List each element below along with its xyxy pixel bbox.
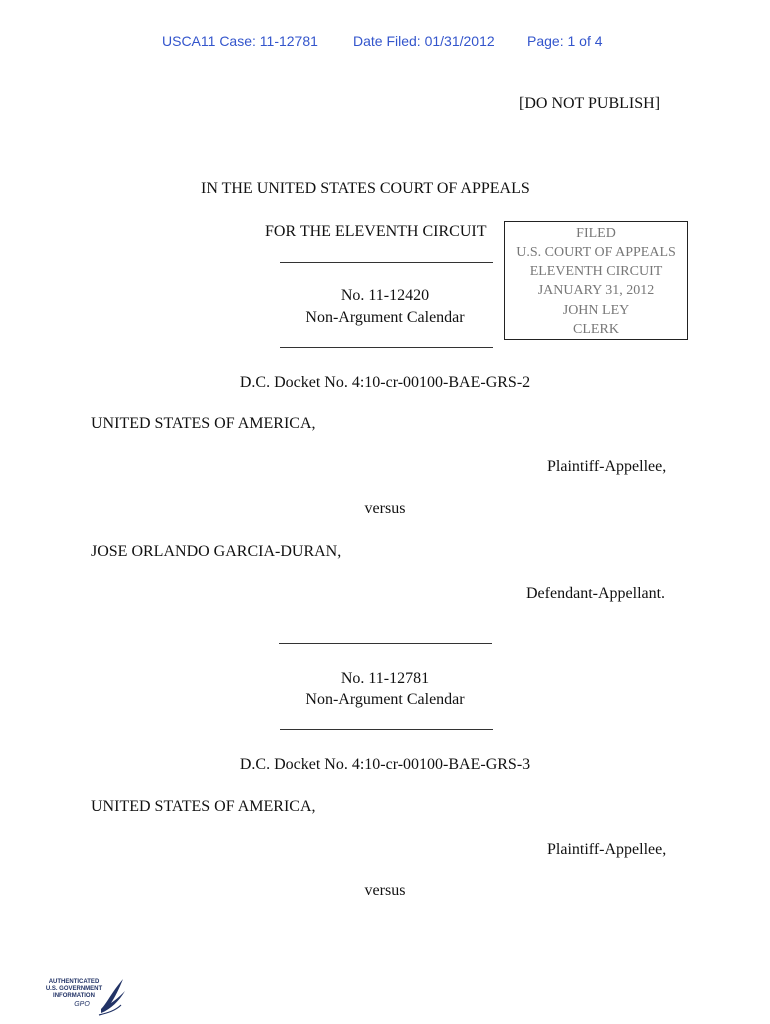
case2-versus: versus <box>364 882 406 899</box>
publish-note: [DO NOT PUBLISH] <box>519 95 661 112</box>
case1-plaintiff-role: Plaintiff-Appellee, <box>547 458 667 475</box>
seal-line-4: GPO <box>74 1001 90 1008</box>
case2-plaintiff-role: Plaintiff-Appellee, <box>547 841 667 858</box>
page-count-header: Page: 1 of 4 <box>527 33 603 49</box>
stamp-date: JANUARY 31, 2012 <box>537 283 655 298</box>
seal-line-3: INFORMATION <box>53 993 95 999</box>
divider <box>280 729 493 730</box>
divider <box>279 643 492 644</box>
case2-docket: D.C. Docket No. 4:10-cr-00100-BAE-GRS-3 <box>239 756 531 773</box>
case2-number: No. 11-12781 <box>340 670 430 687</box>
case-number-header: USCA11 Case: 11-12781 <box>162 33 318 49</box>
case2-calendar: Non-Argument Calendar <box>305 691 465 708</box>
circuit-title: FOR THE ELEVENTH CIRCUIT <box>265 223 487 240</box>
date-filed-header: Date Filed: 01/31/2012 <box>353 33 495 49</box>
stamp-court: U.S. COURT OF APPEALS <box>516 245 676 260</box>
case1-versus: versus <box>364 500 406 517</box>
stamp-filed: FILED <box>576 226 616 241</box>
eagle-swoosh-icon <box>97 975 127 1017</box>
gpo-seal <box>45 975 127 1017</box>
filed-stamp <box>504 221 688 340</box>
divider <box>280 262 493 263</box>
case1-defendant: JOSE ORLANDO GARCIA-DURAN, <box>91 543 342 560</box>
stamp-circuit: ELEVENTH CIRCUIT <box>529 264 663 279</box>
case1-plaintiff: UNITED STATES OF AMERICA, <box>91 415 316 432</box>
case1-docket: D.C. Docket No. 4:10-cr-00100-BAE-GRS-2 <box>239 374 531 391</box>
stamp-clerk-title: CLERK <box>573 322 619 337</box>
case1-number: No. 11-12420 <box>340 287 430 304</box>
seal-line-2: U.S. GOVERNMENT <box>45 986 103 992</box>
case1-calendar: Non-Argument Calendar <box>305 309 465 326</box>
document-header <box>0 33 770 53</box>
case1-defendant-role: Defendant-Appellant. <box>526 585 666 602</box>
court-title: IN THE UNITED STATES COURT OF APPEALS <box>201 180 530 197</box>
seal-line-1: AUTHENTICATED <box>48 979 100 985</box>
divider <box>280 347 493 348</box>
stamp-clerk-name: JOHN LEY <box>562 303 630 318</box>
case2-plaintiff: UNITED STATES OF AMERICA, <box>91 798 316 815</box>
